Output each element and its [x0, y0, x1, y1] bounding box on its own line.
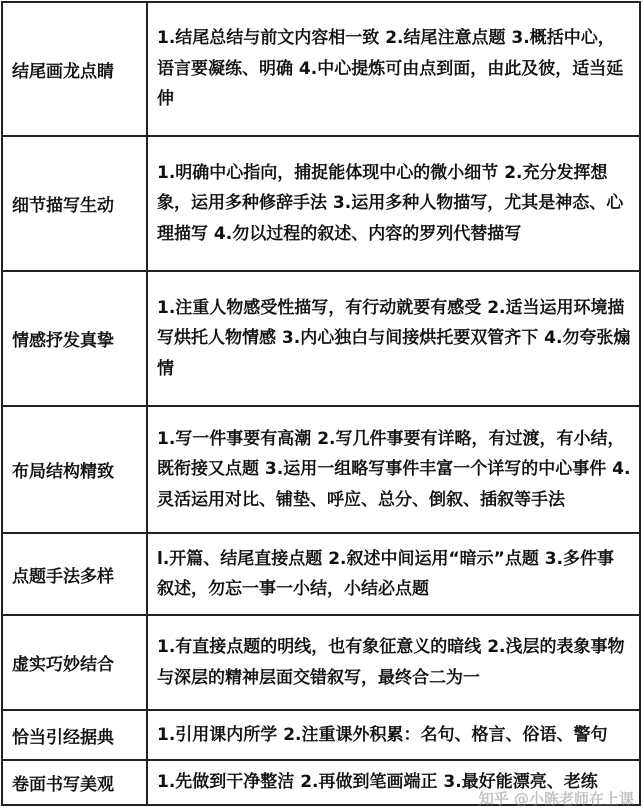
table-row: [2, 136, 640, 271]
table-row: [2, 615, 640, 710]
table-row: [2, 406, 640, 533]
row-label: 细节描写生动: [2, 136, 147, 271]
row-content: 1.先做到干净整洁 2.再做到笔画端正 3.最好能漂亮、老练: [147, 760, 640, 805]
table-row: [2, 271, 640, 406]
row-label: 虚实巧妙结合: [2, 615, 147, 710]
row-content: 1.有直接点题的明线，也有象征意义的暗线 2.浅层的表象事物与深层的精神层面交错叙写，最终合二为一: [147, 615, 640, 710]
row-content: 1.引用课内所学 2.注重课外积累：名句、格言、俗语、警句: [147, 710, 640, 760]
table-row: [2, 2, 640, 136]
row-content: l.开篇、结尾直接点题 2.叙述中间运用“暗示”点题 3.多件事叙述，勿忘一事一小结，小结必点题: [147, 533, 640, 615]
row-label: 恰当引经据典: [2, 710, 147, 760]
row-label: 结尾画龙点睛: [2, 2, 147, 136]
row-label: 点题手法多样: [2, 533, 147, 615]
row-label: 情感抒发真挚: [2, 271, 147, 406]
table-row: [2, 710, 640, 760]
row-label: 布局结构精致: [2, 406, 147, 533]
row-content: 1.结尾总结与前文内容相一致 2.结尾注意点题 3.概括中心，语言要凝练、明确 4.中心提炼可由点到面，由此及彼，适当延伸: [147, 2, 640, 136]
row-label: 卷面书写美观: [2, 760, 147, 805]
watermark: 知乎 @小陈老师在上课: [478, 790, 634, 808]
table-row: [2, 533, 640, 615]
row-content: 1.注重人物感受性描写，有行动就要有感受 2.适当运用环境描写烘托人物情感 3.内心独白与间接烘托要双管齐下 4.勿夸张煽情: [147, 271, 640, 406]
row-content: 1.明确中心指向，捕捉能体现中心的微小细节 2.充分发挥想象，运用多种修辞手法 3.运用多种人物描写，尤其是神态、心理描写 4.勿以过程的叙述、内容的罗列代替描写: [147, 136, 640, 271]
writing-tips-table: [1, 1, 641, 806]
row-content: 1.写一件事要有高潮 2.写几件事要有详略，有过渡，有小结，既衔接又点题 3.运用一组略写事件丰富一个详写的中心事件 4.灵活运用对比、铺垫、呼应、总分、倒叙、插叙等手法: [147, 406, 640, 533]
